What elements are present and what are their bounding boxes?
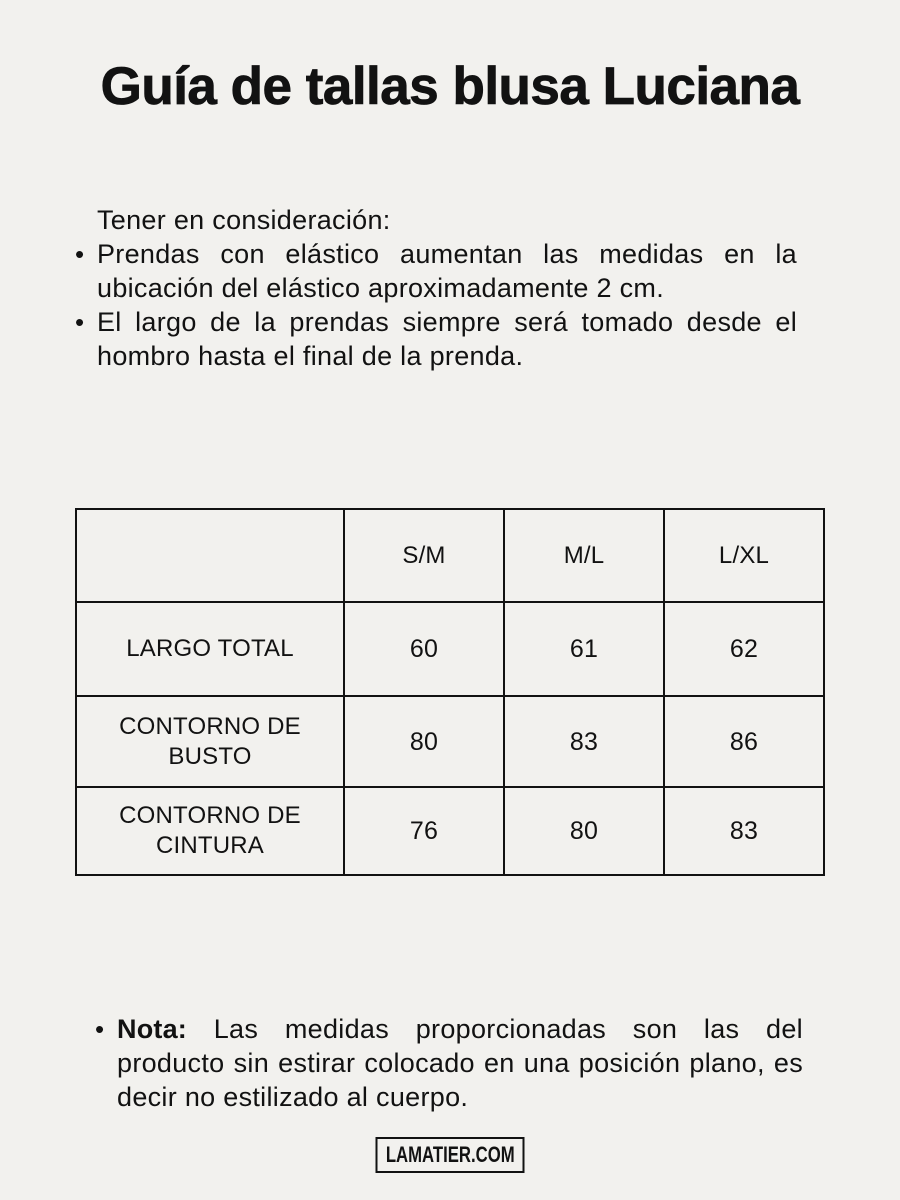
size-table [75, 508, 825, 876]
table-row-contorno-cintura [76, 787, 824, 875]
size-table-header-row [76, 509, 824, 602]
cell-largo-ml: 61 [504, 602, 664, 696]
note-label: Nota: [117, 1014, 187, 1044]
table-row-largo-total [76, 602, 824, 696]
row-label-contorno-busto: CONTORNO DE BUSTO [76, 696, 344, 787]
cell-cintura-lxl: 83 [664, 787, 824, 875]
header-empty-cell [76, 509, 344, 602]
row-label-largo-total: LARGO TOTAL [76, 602, 344, 696]
considerations-list [97, 237, 797, 373]
footer-site-badge [376, 1137, 525, 1173]
note-section [117, 1012, 803, 1114]
table-row-contorno-busto [76, 696, 824, 787]
note-body: Las medidas proporcionadas son las del producto sin estirar colocado en una posición plano, es decir no estilizado al cuerpo. [117, 1014, 803, 1112]
row-label-contorno-cintura: CONTORNO DE CINTURA [76, 787, 344, 875]
consideration-item-elastic: • Prendas con elástico aumentan las medidas en la ubicación del elástico aproximadamente 2 cm. [97, 237, 797, 305]
header-size-ml: M/L [504, 509, 664, 602]
cell-cintura-sm: 76 [344, 787, 504, 875]
footer-site-label: LAMATIER.COM [385, 1142, 515, 1167]
note-text [117, 1012, 803, 1114]
cell-largo-lxl: 62 [664, 602, 824, 696]
cell-largo-sm: 60 [344, 602, 504, 696]
page-title: Guía de tallas blusa Luciana [100, 57, 800, 116]
cell-busto-sm: 80 [344, 696, 504, 787]
header-size-sm: S/M [344, 509, 504, 602]
consideration-item-length: • El largo de la prendas siempre será tomado desde el hombro hasta el final de la prenda. [97, 305, 797, 373]
considerations-heading: Tener en consideración: [97, 205, 391, 235]
cell-busto-ml: 83 [504, 696, 664, 787]
cell-busto-lxl: 86 [664, 696, 824, 787]
considerations-section [97, 203, 797, 373]
cell-cintura-ml: 80 [504, 787, 664, 875]
header-size-lxl: L/XL [664, 509, 824, 602]
